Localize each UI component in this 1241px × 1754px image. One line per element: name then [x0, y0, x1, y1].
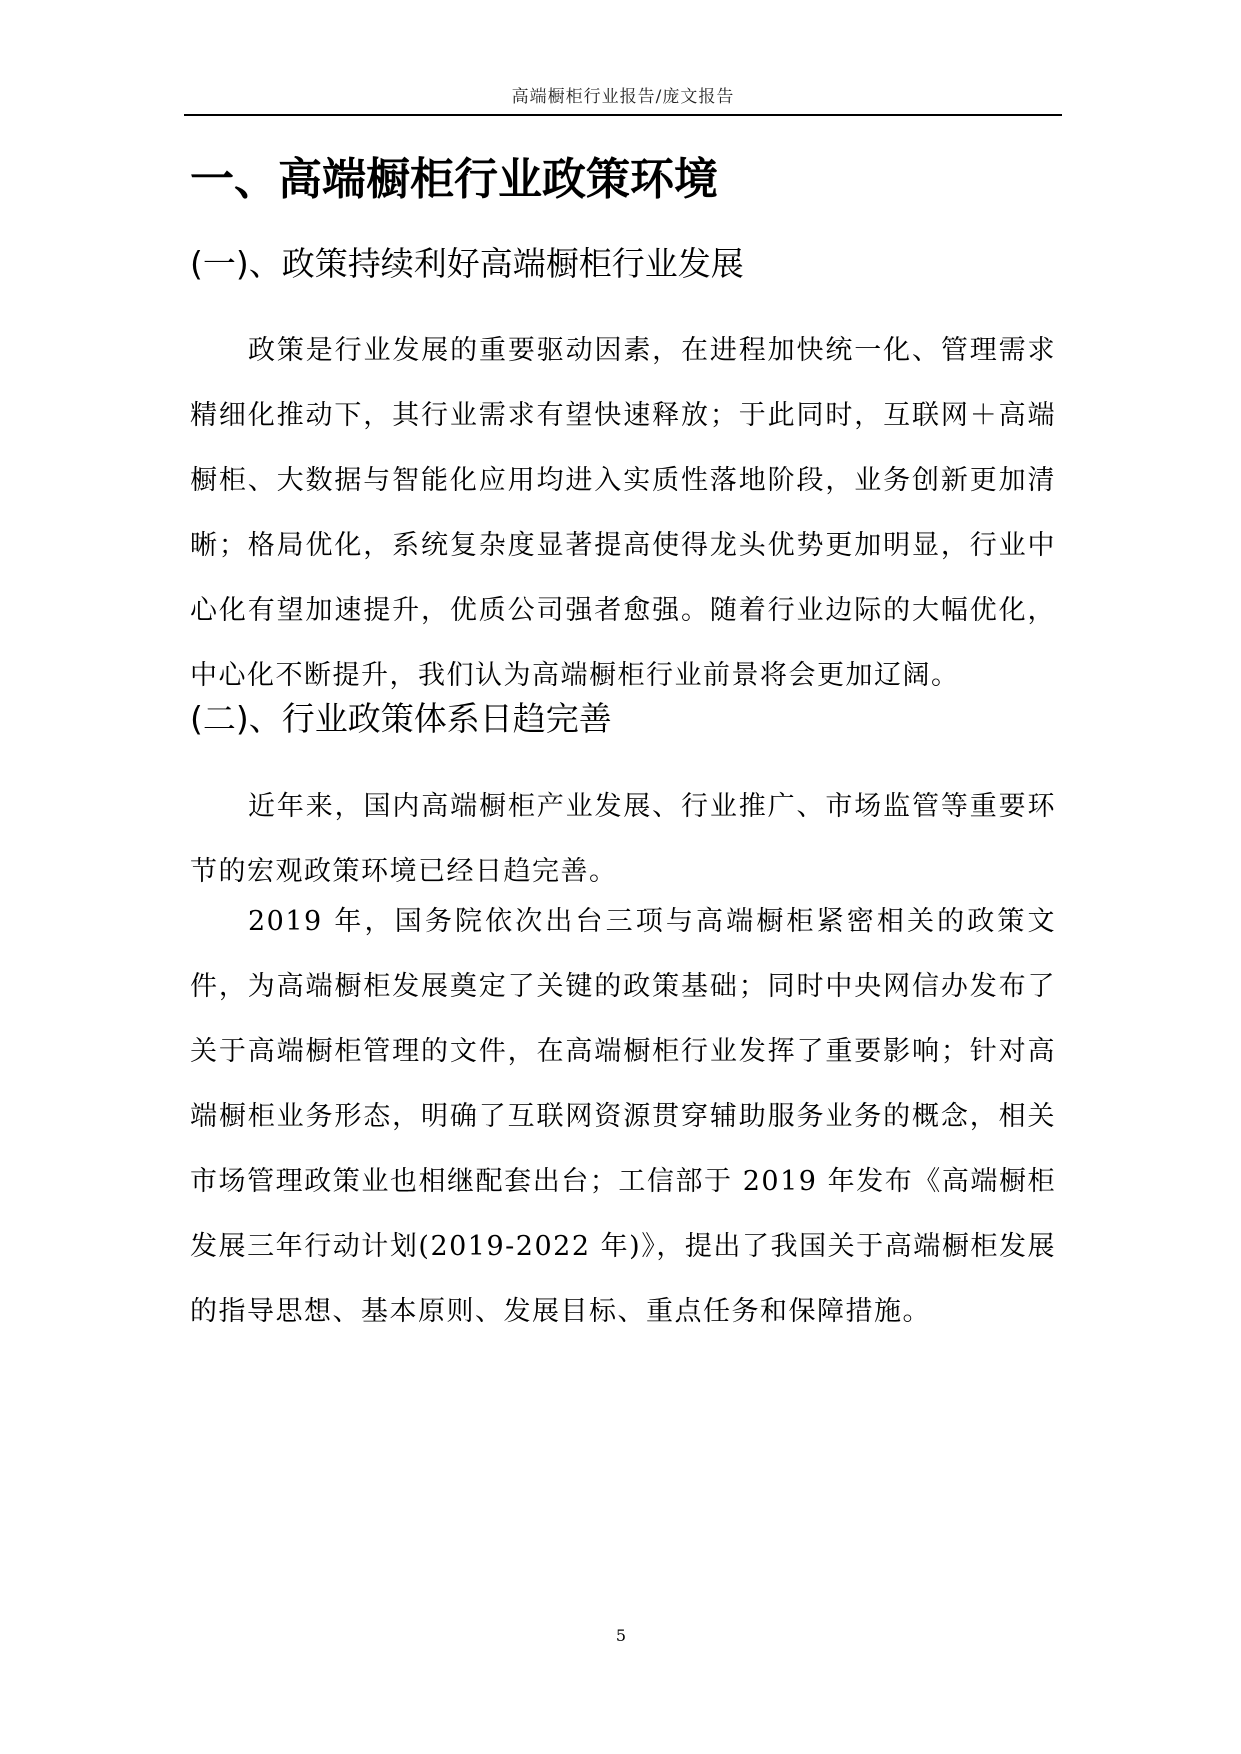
paragraph-policy-documents: 2019 年，国务院依次出台三项与高端橱柜紧密相关的政策文件，为高端橱柜发展奠定了关键的政策基础；同时中央网信办发布了关于高端橱柜管理的文件，在高端橱柜行业发挥了重要影响；针对高端橱柜业务形态，明确了互联网资源贯穿辅助服务业务的概念，相关市场管理政策业也相继配套出台；工信部于 2019 年发布《高端橱柜发展三年行动计划(2019-2022 年)》，提出了我国关于高端橱柜发展的指导思想、基本原则、发展目标、重点任务和保障措施。: [190, 906, 1056, 1327]
paragraph-policy-drivers: 政策是行业发展的重要驱动因素，在进程加快统一化、管理需求精细化推动下，其行业需求有望快速释放；于此同时，互联网＋高端橱柜、大数据与智能化应用均进入实质性落地阶段，业务创新更加清晰；格局优化，系统复杂度显著提高使得龙头优势更加明显，行业中心化有望加速提升，优质公司强者愈强。随着行业边际的大幅优化，中心化不断提升，我们认为高端橱柜行业前景将会更加辽阔。: [190, 335, 1056, 691]
subsection-heading-2: (二)、行业政策体系日趋完善: [190, 699, 612, 738]
header-rule: [184, 114, 1062, 116]
subsection-heading-1: (一)、政策持续利好高端橱柜行业发展: [190, 244, 744, 283]
page-number: 5: [615, 1626, 627, 1645]
section-title: 一、高端橱柜行业政策环境: [190, 154, 718, 205]
running-header: 高端橱柜行业报告/庞文报告: [511, 87, 735, 107]
paragraph-policy-environment: 近年来，国内高端橱柜产业发展、行业推广、市场监管等重要环节的宏观政策环境已经日趋完善。: [190, 791, 1056, 887]
